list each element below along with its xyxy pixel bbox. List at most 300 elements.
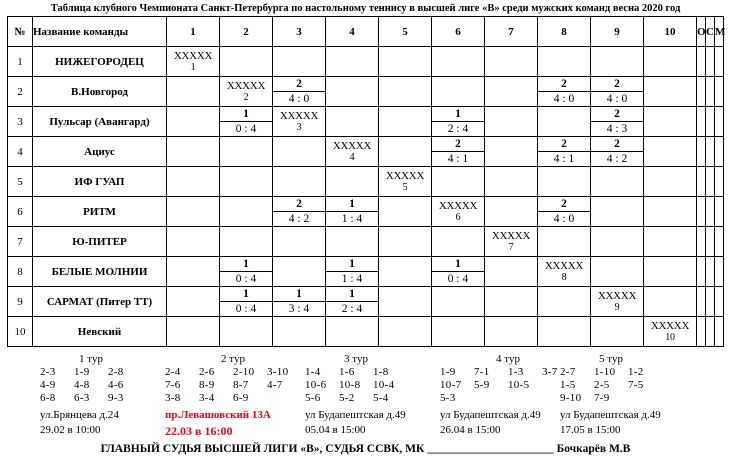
empty-cell (273, 317, 326, 347)
tour-pair: 7-6 (165, 379, 181, 391)
table-row (8, 197, 724, 227)
tour-pair-row (305, 392, 407, 404)
empty-cell (326, 167, 379, 197)
empty-cell (591, 317, 644, 347)
empty-cell (379, 47, 432, 77)
match-score: 4 : 0 (553, 93, 575, 105)
match-score: 3 : 4 (288, 303, 310, 315)
team-name: РИТМ (33, 197, 167, 227)
match-points: 2 (591, 77, 643, 92)
match-points: 1 (326, 197, 378, 212)
self-cell-x: ХХХХХ (650, 319, 690, 332)
tour-pair: 6-9 (233, 392, 249, 404)
self-cell (379, 167, 432, 197)
result-cell (538, 77, 591, 107)
empty-cell (644, 77, 697, 107)
empty-cell (538, 107, 591, 137)
tour-pair: 4-8 (74, 379, 90, 391)
match-points: 1 (432, 257, 484, 272)
empty-cell (432, 167, 485, 197)
tour-pair: 8-7 (233, 379, 249, 391)
table-row (8, 47, 724, 77)
table-row (8, 167, 724, 197)
header-cell-4: 4 (326, 17, 379, 47)
empty-cell (432, 77, 485, 107)
header-cell-8: 8 (538, 17, 591, 47)
self-cell-index: 3 (296, 121, 302, 133)
empty-cell (220, 317, 273, 347)
empty-cell (485, 257, 538, 287)
row-number: 6 (8, 197, 33, 227)
self-cell (220, 77, 273, 107)
tour-pairs (305, 366, 407, 404)
self-cell-x: ХХХХХ (544, 259, 584, 272)
row-number: 4 (8, 137, 33, 167)
row-number: 5 (8, 167, 33, 197)
team-name: САРМАТ (Питер ТТ) (33, 287, 167, 317)
tour-block (305, 353, 407, 436)
empty-cell (432, 287, 485, 317)
team-name: НИЖЕГОРОДЕЦ (33, 47, 167, 77)
result-cell (273, 197, 326, 227)
result-cell (538, 137, 591, 167)
header-cell-3: 3 (273, 17, 326, 47)
match-score: 4 : 1 (553, 153, 575, 165)
tour-pair: 9-10 (560, 392, 582, 404)
empty-cell (379, 317, 432, 347)
self-cell-index: 1 (190, 61, 196, 73)
empty-cell (485, 77, 538, 107)
team-name: БЕЛЫЕ МОЛНИИ (33, 257, 167, 287)
team-name: Пульсар (Авангард) (33, 107, 167, 137)
empty-cell (485, 317, 538, 347)
tour-pairs (165, 366, 301, 404)
tour-block (440, 353, 576, 436)
page-title: Таблица клубного Чемпионата Санкт-Петербурга по настольному теннису в высшей лиге «В» среди мужских команд весна 2020 год (50, 3, 681, 14)
match-score: 1 : 4 (341, 213, 363, 225)
tour-pair: 3-10 (267, 366, 289, 378)
empty-cell (167, 287, 220, 317)
empty-cell (167, 227, 220, 257)
match-points: 1 (326, 257, 378, 272)
table-header (8, 17, 724, 47)
empty-cell (706, 77, 715, 107)
empty-cell (379, 77, 432, 107)
match-score: 4 : 0 (553, 213, 575, 225)
tour-label: 3 тур (344, 353, 368, 365)
empty-cell (706, 107, 715, 137)
team-name: Ациус (33, 137, 167, 167)
empty-cell (220, 227, 273, 257)
empty-cell (715, 47, 724, 77)
header-cell-place: М (715, 17, 724, 47)
tour-pair: 2-8 (108, 366, 124, 378)
header-cell-2: 2 (220, 17, 273, 47)
empty-cell (485, 107, 538, 137)
tour-pair-row (440, 379, 576, 391)
self-cell-index: 8 (561, 271, 567, 283)
empty-cell (591, 167, 644, 197)
empty-cell (167, 317, 220, 347)
self-cell (273, 107, 326, 137)
empty-cell (167, 137, 220, 167)
tour-address: ул Будапештская д.49 (560, 409, 661, 421)
tour-pair: 7-5 (628, 379, 644, 391)
tour-pair-row (560, 379, 662, 391)
tour-pair: 5-9 (474, 379, 490, 391)
empty-cell (706, 167, 715, 197)
empty-cell (706, 227, 715, 257)
self-cell (326, 137, 379, 167)
result-cell (273, 287, 326, 317)
tour-pair: 5-6 (305, 392, 321, 404)
self-cell-x: ХХХХХ (385, 169, 425, 182)
row-number: 9 (8, 287, 33, 317)
empty-cell (715, 77, 724, 107)
tour-date: 29.02 в 10:00 (40, 424, 101, 436)
tour-pair: 9-3 (108, 392, 124, 404)
tour-pair: 6-3 (74, 392, 90, 404)
tour-pair: 4-9 (40, 379, 56, 391)
row-number: 2 (8, 77, 33, 107)
self-cell-x: ХХХХХ (438, 199, 478, 212)
self-cell-x: ХХХХХ (332, 139, 372, 152)
tour-pair: 2-4 (165, 366, 181, 378)
empty-cell (167, 77, 220, 107)
tour-pair: 10-7 (440, 379, 462, 391)
empty-cell (697, 317, 706, 347)
row-number: 10 (8, 317, 33, 347)
match-points: 1 (220, 257, 272, 272)
result-cell (432, 107, 485, 137)
tour-pair: 6-8 (40, 392, 56, 404)
empty-cell (591, 197, 644, 227)
row-number: 8 (8, 257, 33, 287)
tour-pair: 1-9 (440, 366, 456, 378)
result-cell (591, 107, 644, 137)
empty-cell (379, 107, 432, 137)
tour-block (165, 353, 301, 439)
header-cell-team: Название команды (33, 17, 167, 47)
tour-pair: 10-4 (373, 379, 395, 391)
tour-pair-row (165, 366, 301, 378)
empty-cell (485, 287, 538, 317)
empty-cell (273, 257, 326, 287)
table-body (8, 47, 724, 347)
table-row (8, 107, 724, 137)
empty-cell (485, 197, 538, 227)
row-number: 3 (8, 107, 33, 137)
empty-cell (591, 257, 644, 287)
result-cell (220, 107, 273, 137)
tour-pairs (440, 366, 576, 404)
empty-cell (644, 137, 697, 167)
tour-pair-row (560, 392, 662, 404)
self-cell (167, 47, 220, 77)
tour-pair: 2-3 (40, 366, 56, 378)
table-row (8, 287, 724, 317)
tour-pair: 2-6 (199, 366, 215, 378)
header-cell-points: О (697, 17, 706, 47)
header-cell-1: 1 (167, 17, 220, 47)
empty-cell (326, 77, 379, 107)
empty-cell (432, 47, 485, 77)
empty-cell (379, 197, 432, 227)
tour-pair-row (305, 379, 407, 391)
match-score: 1 : 4 (341, 273, 363, 285)
empty-cell (644, 167, 697, 197)
empty-cell (538, 287, 591, 317)
tour-address: ул.Брянцева д.24 (40, 409, 119, 421)
empty-cell (644, 197, 697, 227)
team-name: Невский (33, 317, 167, 347)
empty-cell (697, 77, 706, 107)
result-cell (273, 77, 326, 107)
table-row (8, 257, 724, 287)
match-points: 1 (220, 287, 272, 302)
empty-cell (706, 287, 715, 317)
tour-pair: 10-6 (305, 379, 327, 391)
tour-pair: 1-3 (508, 366, 524, 378)
empty-cell (715, 107, 724, 137)
empty-cell (167, 197, 220, 227)
match-score: 4 : 2 (288, 213, 310, 225)
team-name: ИФ ГУАП (33, 167, 167, 197)
empty-cell (644, 287, 697, 317)
table-row (8, 227, 724, 257)
match-points: 2 (538, 77, 590, 92)
tour-pair: 1-5 (560, 379, 576, 391)
tour-address: пр.Левашовский 13А (165, 409, 271, 421)
self-cell-x: ХХХХХ (597, 289, 637, 302)
empty-cell (167, 257, 220, 287)
tour-pair-row (40, 379, 142, 391)
result-cell (326, 287, 379, 317)
tour-address: ул Будапештская д.49 (440, 409, 541, 421)
match-score: 4 : 0 (288, 93, 310, 105)
empty-cell (706, 317, 715, 347)
empty-cell (485, 167, 538, 197)
result-cell (220, 257, 273, 287)
standings-table (7, 16, 724, 347)
tour-pair: 5-2 (339, 392, 355, 404)
tour-pair: 5-4 (373, 392, 389, 404)
header-cell-num: № (8, 17, 33, 47)
header-cell-5: 5 (379, 17, 432, 47)
tour-block (40, 353, 142, 436)
tour-pair: 3-8 (165, 392, 181, 404)
match-score: 4 : 1 (447, 153, 469, 165)
result-cell (326, 257, 379, 287)
row-number: 1 (8, 47, 33, 77)
result-cell (591, 137, 644, 167)
empty-cell (644, 227, 697, 257)
tour-pair: 10-8 (339, 379, 361, 391)
self-cell-x: ХХХХХ (173, 49, 213, 62)
result-cell (220, 287, 273, 317)
empty-cell (379, 137, 432, 167)
tour-pair-row (440, 366, 576, 378)
empty-cell (220, 47, 273, 77)
header-cell-9: 9 (591, 17, 644, 47)
self-cell-index: 4 (349, 151, 355, 163)
empty-cell (379, 227, 432, 257)
empty-cell (644, 257, 697, 287)
self-cell-index: 10 (665, 331, 675, 343)
tour-label: 5 тур (599, 353, 623, 365)
tour-date: 22.03 в 16:00 (165, 424, 233, 438)
empty-cell (715, 257, 724, 287)
self-cell (538, 257, 591, 287)
tour-pair: 2-10 (233, 366, 255, 378)
match-score: 4 : 0 (606, 93, 628, 105)
tour-pair: 7-9 (594, 392, 610, 404)
match-points: 2 (538, 197, 590, 212)
empty-cell (167, 167, 220, 197)
empty-cell (220, 197, 273, 227)
empty-cell (697, 47, 706, 77)
header-cell-6: 6 (432, 17, 485, 47)
match-score: 2 : 4 (341, 303, 363, 315)
tour-pair: 1-9 (74, 366, 90, 378)
self-cell-x: ХХХХХ (279, 109, 319, 122)
tour-label: 1 тур (79, 353, 103, 365)
tour-pair-row (165, 392, 301, 404)
table-row (8, 317, 724, 347)
empty-cell (715, 197, 724, 227)
tour-pair-row (560, 366, 662, 378)
empty-cell (591, 47, 644, 77)
empty-cell (326, 227, 379, 257)
empty-cell (706, 257, 715, 287)
tour-pair: 1-8 (373, 366, 389, 378)
self-cell (432, 197, 485, 227)
result-cell (326, 197, 379, 227)
match-score: 0 : 4 (235, 273, 257, 285)
tour-pair: 3-4 (199, 392, 215, 404)
tour-pair-row (165, 379, 301, 391)
match-score: 2 : 4 (447, 123, 469, 135)
empty-cell (273, 137, 326, 167)
empty-cell (273, 47, 326, 77)
match-points: 2 (591, 137, 643, 152)
team-name: В.Новгород (33, 77, 167, 107)
tour-pair: 1-10 (594, 366, 616, 378)
match-points: 2 (591, 107, 643, 122)
match-points: 2 (273, 77, 325, 92)
tour-address: ул Будапештская д.49 (305, 409, 406, 421)
tour-pair: 1-2 (628, 366, 644, 378)
empty-cell (326, 107, 379, 137)
tour-date: 26.04 в 15:00 (440, 424, 501, 436)
self-cell-index: 2 (243, 91, 249, 103)
tour-pair-row (305, 366, 407, 378)
match-points: 1 (273, 287, 325, 302)
empty-cell (697, 287, 706, 317)
empty-cell (644, 107, 697, 137)
tour-pair-row (440, 392, 576, 404)
match-points: 1 (326, 287, 378, 302)
match-points: 2 (538, 137, 590, 152)
empty-cell (485, 137, 538, 167)
empty-cell (379, 257, 432, 287)
empty-cell (644, 47, 697, 77)
empty-cell (273, 167, 326, 197)
empty-cell (485, 47, 538, 77)
empty-cell (220, 137, 273, 167)
self-cell (591, 287, 644, 317)
header-cell-7: 7 (485, 17, 538, 47)
empty-cell (326, 47, 379, 77)
header-cell-sets: С (706, 17, 715, 47)
empty-cell (706, 47, 715, 77)
empty-cell (538, 317, 591, 347)
self-cell (644, 317, 697, 347)
tour-pair: 10-5 (508, 379, 530, 391)
empty-cell (220, 167, 273, 197)
tour-label: 4 тур (496, 353, 520, 365)
empty-cell (273, 227, 326, 257)
empty-cell (706, 197, 715, 227)
empty-cell (538, 227, 591, 257)
result-cell (538, 197, 591, 227)
match-score: 0 : 4 (235, 123, 257, 135)
self-cell-x: ХХХХХ (491, 229, 531, 242)
result-cell (432, 257, 485, 287)
tour-pairs (40, 366, 142, 404)
match-points: 2 (432, 137, 484, 152)
tour-pair: 8-9 (199, 379, 215, 391)
empty-cell (326, 317, 379, 347)
empty-cell (379, 287, 432, 317)
match-points: 1 (220, 107, 272, 122)
empty-cell (715, 287, 724, 317)
empty-cell (432, 227, 485, 257)
self-cell-index: 6 (455, 211, 461, 223)
empty-cell (538, 47, 591, 77)
match-points: 2 (273, 197, 325, 212)
tour-pair-row (40, 392, 142, 404)
table-row (8, 137, 724, 167)
empty-cell (591, 227, 644, 257)
tour-pair: 7-1 (474, 366, 490, 378)
tour-pair: 5-3 (440, 392, 456, 404)
empty-cell (167, 107, 220, 137)
tour-label: 2 тур (221, 353, 245, 365)
empty-cell (697, 107, 706, 137)
team-name: Ю-ПИТЕР (33, 227, 167, 257)
empty-cell (538, 167, 591, 197)
tour-pair: 1-4 (305, 366, 321, 378)
tour-pair: 4-6 (108, 379, 124, 391)
empty-cell (715, 167, 724, 197)
match-score: 4 : 2 (606, 153, 628, 165)
empty-cell (697, 137, 706, 167)
tour-pair: 4-7 (267, 379, 283, 391)
self-cell-index: 5 (402, 181, 408, 193)
footer-note: ГЛАВНЫЙ СУДЬЯ ВЫСШЕЙ ЛИГИ «В», СУДЬЯ ССВК, МК ______________________ Бочкарёв М.В (100, 443, 631, 455)
self-cell-index: 9 (614, 301, 620, 313)
match-score: 4 : 3 (606, 123, 628, 135)
row-number: 7 (8, 227, 33, 257)
tour-date: 17.05 в 15:00 (560, 424, 621, 436)
header-cell-10: 10 (644, 17, 697, 47)
empty-cell (697, 167, 706, 197)
self-cell-x: ХХХХХ (226, 79, 266, 92)
tour-date: 05.04 в 15:00 (305, 424, 366, 436)
empty-cell (706, 137, 715, 167)
table-row (8, 77, 724, 107)
